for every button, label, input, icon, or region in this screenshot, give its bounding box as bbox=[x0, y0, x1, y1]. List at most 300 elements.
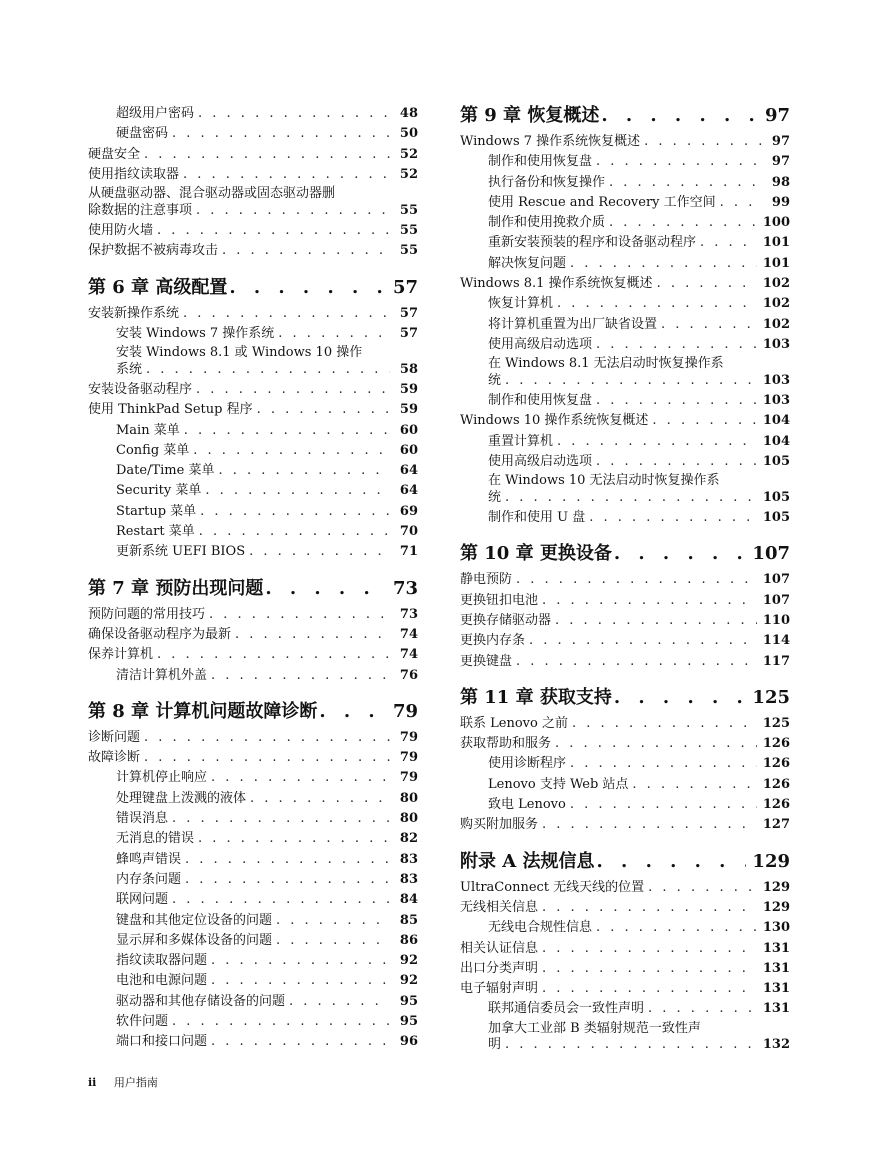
entry-title: 处理键盘上泼溅的液体 bbox=[116, 790, 247, 806]
toc-entry[interactable] bbox=[88, 992, 418, 1012]
leader-dots bbox=[207, 666, 390, 686]
toc-entry[interactable] bbox=[88, 421, 418, 441]
entry-title: 静电预防 bbox=[460, 572, 513, 588]
toc-entry[interactable] bbox=[88, 645, 418, 665]
entry-page-number: 129 bbox=[762, 879, 790, 895]
leader-dots bbox=[246, 789, 390, 809]
toc-entry[interactable] bbox=[460, 959, 790, 979]
toc-entry[interactable] bbox=[88, 502, 418, 522]
entry-page-number: 131 bbox=[762, 981, 790, 997]
toc-entry[interactable] bbox=[460, 878, 790, 898]
toc-entry[interactable] bbox=[88, 911, 418, 931]
entry-title: 联系 Lenovo 之前 bbox=[460, 715, 568, 731]
toc-chapter-heading[interactable] bbox=[88, 700, 418, 724]
entry-title: 安装新操作系统 bbox=[88, 305, 180, 321]
entry-page-number: 79 bbox=[399, 750, 418, 766]
toc-entry[interactable] bbox=[88, 1032, 418, 1052]
entry-page-number: 105 bbox=[762, 510, 790, 526]
toc-entry[interactable] bbox=[88, 605, 418, 625]
leader-dots bbox=[653, 274, 757, 294]
toc-entry[interactable] bbox=[460, 274, 790, 294]
entry-page-number: 131 bbox=[762, 940, 790, 956]
toc-entry[interactable] bbox=[88, 441, 418, 461]
leader-dots bbox=[205, 605, 390, 625]
toc-entry[interactable] bbox=[88, 241, 418, 261]
entry-title: 从硬盘驱动器、混合驱动器或固态驱动器删 bbox=[88, 186, 336, 202]
entry-page-number: 95 bbox=[399, 993, 418, 1009]
leader-dots bbox=[179, 304, 390, 324]
entry-page-number: 129 bbox=[762, 899, 790, 915]
toc-entry[interactable] bbox=[88, 870, 418, 890]
leader-dots bbox=[272, 911, 390, 931]
leader-dots bbox=[214, 461, 390, 481]
entry-title: 软件问题 bbox=[116, 1013, 169, 1029]
entry-page-number: 83 bbox=[399, 871, 418, 887]
leader-dots bbox=[207, 951, 390, 971]
entry-title: 确保设备驱动程序为最新 bbox=[88, 626, 232, 642]
entry-title: 电子辐射声明 bbox=[460, 981, 539, 997]
entry-title: Main 菜单 bbox=[116, 422, 180, 438]
toc-entry[interactable] bbox=[88, 748, 418, 768]
entry-title: 硬盘密码 bbox=[116, 126, 169, 142]
chapter-title: 第 8 章 计算机问题故障诊断 bbox=[88, 700, 318, 722]
entry-title: 驱动器和其他存储设备的问题 bbox=[116, 993, 286, 1009]
toc-entry[interactable] bbox=[460, 795, 790, 815]
toc-entry[interactable] bbox=[460, 411, 790, 431]
entry-page-number: 76 bbox=[399, 667, 418, 683]
entry-title: 重新安装预装的程序和设备驱动程序 bbox=[488, 235, 697, 251]
entry-title: 无消息的错误 bbox=[116, 831, 195, 847]
leader-dots bbox=[207, 1032, 390, 1052]
leader-dots bbox=[551, 734, 757, 754]
chapter-page-number: 73 bbox=[392, 577, 418, 599]
entry-page-number: 96 bbox=[399, 1034, 418, 1050]
entry-title: 硬盘安全 bbox=[88, 146, 141, 162]
leader-dots bbox=[168, 809, 390, 829]
toc-entry[interactable] bbox=[88, 344, 418, 380]
entry-title: 清洁计算机外盖 bbox=[116, 667, 208, 683]
toc-entry[interactable] bbox=[460, 714, 790, 734]
toc-entry[interactable] bbox=[460, 254, 790, 274]
entry-page-number: 71 bbox=[399, 544, 418, 560]
leader-dots bbox=[566, 254, 757, 274]
toc-entry[interactable] bbox=[460, 173, 790, 193]
leader-dots bbox=[592, 391, 757, 411]
toc-entry[interactable] bbox=[460, 652, 790, 672]
toc-entry[interactable] bbox=[88, 522, 418, 542]
entry-page-number: 107 bbox=[762, 592, 790, 608]
leader-dots bbox=[501, 371, 757, 391]
entry-page-number: 92 bbox=[399, 953, 418, 969]
chapter-page-number: 107 bbox=[752, 543, 790, 565]
leader-dots bbox=[317, 700, 387, 724]
leader-dots bbox=[201, 481, 390, 501]
entry-page-number: 84 bbox=[399, 892, 418, 908]
entry-title: 错误消息 bbox=[116, 811, 169, 827]
entry-page-number: 126 bbox=[762, 756, 790, 772]
entry-title: 安装 Windows 8.1 或 Windows 10 操作 bbox=[116, 345, 363, 361]
entry-page-number: 103 bbox=[762, 372, 790, 388]
entry-title: 联邦通信委员会一致性声明 bbox=[488, 1001, 645, 1017]
leader-dots bbox=[525, 631, 757, 651]
leader-dots bbox=[168, 124, 390, 144]
entry-page-number: 82 bbox=[399, 831, 418, 847]
entry-page-number: 131 bbox=[762, 960, 790, 976]
leader-dots bbox=[207, 768, 390, 788]
entry-title: Startup 菜单 bbox=[116, 503, 197, 519]
toc-entry[interactable] bbox=[460, 355, 790, 391]
entry-page-number: 58 bbox=[399, 361, 418, 377]
leader-dots bbox=[501, 1035, 757, 1055]
entry-page-number: 117 bbox=[762, 653, 790, 669]
entry-page-number: 52 bbox=[399, 146, 418, 162]
entry-title-continued: 统 bbox=[488, 372, 502, 388]
leader-dots bbox=[551, 611, 757, 631]
leader-dots bbox=[192, 380, 390, 400]
toc-chapter-heading[interactable] bbox=[88, 577, 418, 601]
toc-entry[interactable] bbox=[88, 185, 418, 221]
entry-page-number: 101 bbox=[762, 235, 790, 251]
entry-title: 致电 Lenovo bbox=[488, 797, 566, 813]
toc-entry[interactable] bbox=[88, 304, 418, 324]
toc-entry[interactable] bbox=[460, 754, 790, 774]
entry-title: 更换键盘 bbox=[460, 653, 513, 669]
chapter-page-number: 79 bbox=[392, 700, 418, 722]
leader-dots bbox=[605, 213, 757, 233]
entry-title: 使用高级启动选项 bbox=[488, 336, 593, 352]
leader-dots bbox=[227, 276, 387, 300]
entry-title: 使用指纹读取器 bbox=[88, 166, 180, 182]
entry-title: 执行备份和恢复操作 bbox=[488, 174, 606, 190]
entry-title: 安装设备驱动程序 bbox=[88, 381, 193, 397]
chapter-page-number: 57 bbox=[392, 276, 418, 298]
entry-title: 预防问题的常用技巧 bbox=[88, 606, 206, 622]
page-footer bbox=[88, 1074, 158, 1090]
toc-entry[interactable] bbox=[88, 124, 418, 144]
entry-page-number: 79 bbox=[399, 770, 418, 786]
entry-page-number: 55 bbox=[399, 243, 418, 259]
entry-page-number: 57 bbox=[399, 325, 418, 341]
toc-entry[interactable] bbox=[460, 815, 790, 835]
entry-page-number: 83 bbox=[399, 851, 418, 867]
leader-dots bbox=[512, 570, 757, 590]
entry-page-number: 74 bbox=[399, 647, 418, 663]
chapter-title: 第 6 章 高级配置 bbox=[88, 276, 228, 298]
leader-dots bbox=[538, 959, 757, 979]
entry-title: 解决恢复问题 bbox=[488, 255, 567, 271]
leader-dots bbox=[181, 850, 390, 870]
leader-dots bbox=[716, 193, 762, 213]
toc-entry[interactable] bbox=[460, 432, 790, 452]
toc-entry[interactable] bbox=[88, 221, 418, 241]
entry-title: 制作和使用恢复盘 bbox=[488, 393, 593, 409]
entry-page-number: 60 bbox=[399, 442, 418, 458]
toc-entry[interactable] bbox=[88, 400, 418, 420]
leader-dots bbox=[592, 152, 762, 172]
toc-entry[interactable] bbox=[460, 508, 790, 528]
leader-dots bbox=[538, 815, 757, 835]
entry-title: 更换内存条 bbox=[460, 633, 526, 649]
leader-dots bbox=[538, 939, 757, 959]
toc-chapter-heading[interactable] bbox=[460, 104, 790, 128]
leader-dots bbox=[657, 315, 757, 335]
entry-title: 无线电合规性信息 bbox=[488, 920, 593, 936]
entry-page-number: 48 bbox=[399, 106, 418, 121]
entry-page-number: 97 bbox=[771, 154, 790, 170]
leader-dots bbox=[142, 360, 390, 380]
toc-entry[interactable] bbox=[460, 591, 790, 611]
entry-page-number: 59 bbox=[399, 381, 418, 397]
entry-title-continued: 除数据的注意事项 bbox=[88, 202, 193, 218]
leader-dots bbox=[189, 441, 390, 461]
chapter-page-number: 97 bbox=[764, 105, 790, 126]
entry-title: 加拿大工业部 B 类辐射规范一致性声 bbox=[488, 1020, 701, 1036]
entry-page-number: 100 bbox=[762, 215, 790, 231]
toc-entry[interactable] bbox=[88, 104, 418, 124]
entry-title: 使用高级启动选项 bbox=[488, 453, 593, 469]
toc-entry[interactable] bbox=[460, 631, 790, 651]
toc-entry[interactable] bbox=[460, 734, 790, 754]
entry-page-number: 74 bbox=[399, 626, 418, 642]
toc-entry[interactable] bbox=[460, 315, 790, 335]
toc-entry[interactable] bbox=[88, 145, 418, 165]
toc-entry[interactable] bbox=[88, 324, 418, 344]
entry-page-number: 97 bbox=[771, 134, 790, 149]
toc-entry[interactable] bbox=[88, 951, 418, 971]
entry-page-number: 80 bbox=[399, 790, 418, 806]
leader-dots bbox=[640, 132, 762, 152]
entry-title: Lenovo 支持 Web 站点 bbox=[488, 776, 629, 792]
leader-dots bbox=[153, 221, 390, 241]
entry-page-number: 86 bbox=[399, 932, 418, 948]
entry-title: 安装 Windows 7 操作系统 bbox=[116, 325, 275, 341]
leader-dots bbox=[285, 992, 390, 1012]
leader-dots bbox=[595, 850, 747, 874]
chapter-title: 第 9 章 恢复概述 bbox=[460, 105, 600, 126]
entry-page-number: 132 bbox=[762, 1037, 790, 1053]
toc-entry[interactable] bbox=[460, 335, 790, 355]
entry-page-number: 55 bbox=[399, 222, 418, 238]
leader-dots bbox=[644, 999, 757, 1019]
toc-entry[interactable] bbox=[88, 1012, 418, 1032]
footer-page-number: ii bbox=[88, 1076, 97, 1089]
toc-entry[interactable] bbox=[460, 294, 790, 314]
toc-entry[interactable] bbox=[88, 768, 418, 788]
entry-page-number: 59 bbox=[399, 402, 418, 418]
toc-chapter-heading[interactable] bbox=[88, 276, 418, 300]
entry-title: 故障诊断 bbox=[88, 750, 141, 766]
entry-title: Security 菜单 bbox=[116, 483, 202, 499]
entry-page-number: 126 bbox=[762, 776, 790, 792]
toc-entry[interactable] bbox=[88, 850, 418, 870]
entry-page-number: 60 bbox=[399, 422, 418, 438]
toc-right-column bbox=[460, 104, 790, 1055]
toc-entry[interactable] bbox=[460, 939, 790, 959]
toc-chapter-heading[interactable] bbox=[460, 542, 790, 566]
entry-page-number: 57 bbox=[399, 305, 418, 321]
toc-entry[interactable] bbox=[88, 789, 418, 809]
leader-dots bbox=[168, 890, 390, 910]
toc-entry[interactable] bbox=[460, 775, 790, 795]
entry-title: UltraConnect 无线天线的位置 bbox=[460, 879, 645, 895]
entry-page-number: 126 bbox=[762, 797, 790, 813]
leader-dots bbox=[207, 971, 390, 991]
leader-dots bbox=[599, 104, 759, 128]
leader-dots bbox=[153, 645, 390, 665]
toc-entry[interactable] bbox=[88, 481, 418, 501]
entry-title: 更换存储驱动器 bbox=[460, 612, 552, 628]
toc-entry[interactable] bbox=[460, 132, 790, 152]
entry-page-number: 50 bbox=[399, 126, 418, 142]
leader-dots bbox=[263, 577, 387, 601]
toc-entry[interactable] bbox=[88, 728, 418, 748]
leader-dots bbox=[566, 795, 757, 815]
entry-title: 使用 ThinkPad Setup 程序 bbox=[88, 402, 253, 418]
entry-page-number: 104 bbox=[762, 413, 790, 429]
entry-title: 保养计算机 bbox=[88, 647, 154, 663]
leader-dots bbox=[196, 502, 390, 522]
toc-chapter-heading[interactable] bbox=[460, 686, 790, 710]
toc-entry[interactable] bbox=[88, 971, 418, 991]
leader-dots bbox=[628, 775, 756, 795]
leader-dots bbox=[194, 829, 390, 849]
entry-page-number: 64 bbox=[399, 463, 418, 479]
leader-dots bbox=[192, 201, 390, 221]
leader-dots bbox=[272, 931, 390, 951]
toc-entry[interactable] bbox=[460, 193, 790, 213]
entry-title: 无线相关信息 bbox=[460, 899, 539, 915]
entry-title: 重置计算机 bbox=[488, 433, 554, 449]
entry-title: 显示屏和多媒体设备的问题 bbox=[116, 932, 273, 948]
entry-title: Date/Time 菜单 bbox=[116, 463, 215, 479]
toc-entry[interactable] bbox=[88, 542, 418, 562]
toc-entry[interactable] bbox=[460, 999, 790, 1019]
leader-dots bbox=[180, 421, 390, 441]
chapter-title: 第 7 章 预防出现问题 bbox=[88, 577, 264, 599]
entry-title: Restart 菜单 bbox=[116, 524, 195, 540]
entry-title: 端口和接口问题 bbox=[116, 1034, 208, 1050]
toc-entry[interactable] bbox=[460, 1020, 790, 1056]
entry-page-number: 105 bbox=[762, 453, 790, 469]
entry-title: 制作和使用恢复盘 bbox=[488, 154, 593, 170]
entry-title: Config 菜单 bbox=[116, 442, 190, 458]
leader-dots bbox=[179, 165, 390, 185]
entry-page-number: 95 bbox=[399, 1013, 418, 1029]
leader-dots bbox=[218, 241, 390, 261]
leader-dots bbox=[538, 898, 757, 918]
entry-title: 恢复计算机 bbox=[488, 296, 554, 312]
entry-title: 使用 Rescue and Recovery 工作空间 bbox=[488, 194, 716, 210]
leader-dots bbox=[592, 918, 757, 938]
entry-page-number: 105 bbox=[762, 489, 790, 505]
leader-dots bbox=[253, 400, 390, 420]
toc-entry[interactable] bbox=[460, 452, 790, 472]
toc-entry[interactable] bbox=[460, 472, 790, 508]
chapter-title: 第 11 章 获取支持 bbox=[460, 686, 612, 708]
entry-title: 更新系统 UEFI BIOS bbox=[116, 544, 246, 560]
entry-title-continued: 明 bbox=[488, 1037, 502, 1053]
entry-title: Windows 7 操作系统恢复概述 bbox=[460, 134, 641, 149]
entry-title-continued: 统 bbox=[488, 489, 502, 505]
toc-entry[interactable] bbox=[460, 152, 790, 172]
entry-title: 联网问题 bbox=[116, 892, 169, 908]
entry-page-number: 98 bbox=[771, 174, 790, 190]
leader-dots bbox=[168, 1012, 390, 1032]
entry-page-number: 107 bbox=[762, 572, 790, 588]
entry-page-number: 64 bbox=[399, 483, 418, 499]
entry-title: 在 Windows 10 无法启动时恢复操作系 bbox=[488, 473, 720, 489]
entry-page-number: 126 bbox=[762, 736, 790, 752]
toc-entry[interactable] bbox=[88, 829, 418, 849]
entry-page-number: 103 bbox=[762, 336, 790, 352]
leader-dots bbox=[245, 542, 390, 562]
entry-page-number: 103 bbox=[762, 393, 790, 409]
leader-dots bbox=[592, 452, 757, 472]
leader-dots bbox=[501, 488, 757, 508]
toc-chapter-heading[interactable] bbox=[460, 850, 790, 874]
entry-title: 诊断问题 bbox=[88, 729, 141, 745]
leader-dots bbox=[696, 233, 757, 253]
entry-title: 使用防火墙 bbox=[88, 222, 154, 238]
leader-dots bbox=[140, 728, 390, 748]
toc-entry[interactable] bbox=[460, 233, 790, 253]
entry-page-number: 110 bbox=[762, 612, 790, 628]
toc-entry[interactable] bbox=[460, 391, 790, 411]
entry-page-number: 114 bbox=[762, 633, 790, 649]
entry-page-number: 102 bbox=[762, 316, 790, 332]
toc-entry[interactable] bbox=[88, 666, 418, 686]
toc-entry[interactable] bbox=[460, 898, 790, 918]
entry-page-number: 125 bbox=[762, 715, 790, 731]
entry-page-number: 102 bbox=[762, 276, 790, 292]
entry-title: 更换钮扣电池 bbox=[460, 592, 539, 608]
leader-dots bbox=[553, 294, 757, 314]
toc-entry[interactable] bbox=[460, 611, 790, 631]
entry-title: 出口分类声明 bbox=[460, 960, 539, 976]
toc-entry[interactable] bbox=[460, 979, 790, 999]
entry-page-number: 131 bbox=[762, 1001, 790, 1017]
toc-entry[interactable] bbox=[88, 931, 418, 951]
entry-title: Windows 10 操作系统恢复概述 bbox=[460, 413, 649, 429]
footer-book-title: 用户指南 bbox=[113, 1076, 158, 1089]
chapter-page-number: 129 bbox=[752, 850, 790, 872]
toc-entry[interactable] bbox=[88, 461, 418, 481]
toc-entry[interactable] bbox=[88, 380, 418, 400]
entry-page-number: 85 bbox=[399, 912, 418, 928]
chapter-page-number: 125 bbox=[752, 686, 790, 708]
chapter-title: 第 10 章 更换设备 bbox=[460, 543, 612, 565]
leader-dots bbox=[195, 522, 390, 542]
entry-page-number: 101 bbox=[762, 255, 790, 271]
leader-dots bbox=[612, 542, 747, 566]
toc-entry[interactable] bbox=[460, 570, 790, 590]
leader-dots bbox=[538, 591, 757, 611]
entry-title: 获取帮助和服务 bbox=[460, 736, 552, 752]
entry-title: 内存条问题 bbox=[116, 871, 182, 887]
toc-entry[interactable] bbox=[88, 165, 418, 185]
toc-entry[interactable] bbox=[460, 213, 790, 233]
leader-dots bbox=[568, 714, 757, 734]
entry-title: 制作和使用 U 盘 bbox=[488, 510, 586, 526]
leader-dots bbox=[612, 686, 747, 710]
toc-entry[interactable] bbox=[88, 890, 418, 910]
entry-page-number: 102 bbox=[762, 296, 790, 312]
toc-entry[interactable] bbox=[88, 809, 418, 829]
entry-title: 键盘和其他定位设备的问题 bbox=[116, 912, 273, 928]
toc-entry[interactable] bbox=[88, 625, 418, 645]
toc-entry[interactable] bbox=[460, 918, 790, 938]
entry-title: 相关认证信息 bbox=[460, 940, 539, 956]
